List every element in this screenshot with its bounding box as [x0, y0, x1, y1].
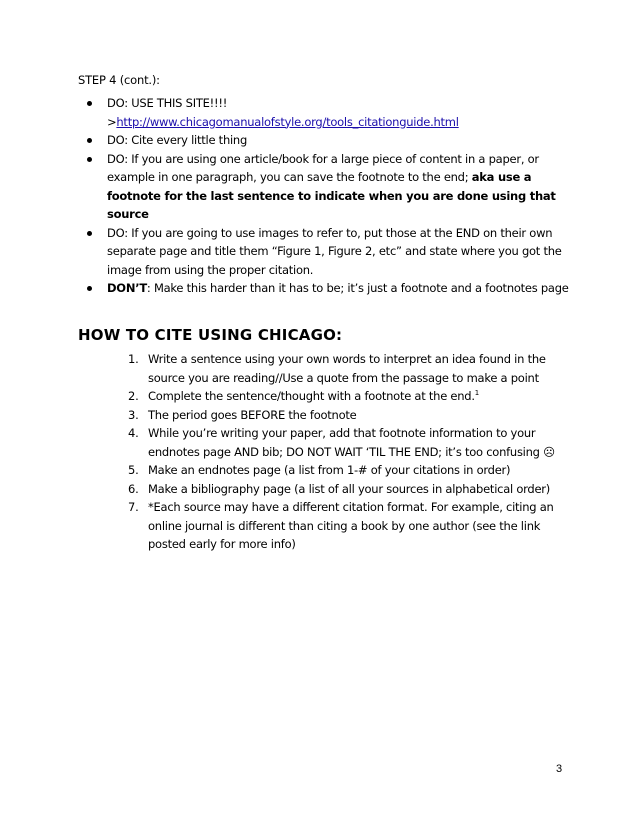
bullet-icon [87, 101, 92, 106]
bullet-icon [87, 138, 92, 143]
step-text: While you’re writing your paper, add that footnote information to your endnotes page AND bib; DO NOT WAIT ‘TIL THE END; it’s too confusing [148, 426, 540, 459]
bullet-text: DO: Cite every little thing [107, 133, 248, 147]
step-text: Make an endnotes page (a list from 1-# of your citations in order) [148, 463, 511, 477]
numbered-list [128, 350, 564, 554]
step-text: The period goes BEFORE the footnote [148, 407, 357, 422]
list-item [78, 224, 578, 280]
step-text: Complete the sentence/thought with a footnote at the end. [148, 389, 475, 403]
list-item [128, 424, 564, 461]
link-prefix: > [107, 114, 117, 129]
list-item [128, 461, 564, 480]
list-item [78, 150, 578, 224]
bullet-icon [87, 286, 92, 291]
step-number: 2. [128, 389, 139, 403]
list-item [128, 350, 564, 387]
bullet-bold-text: aka use a footnote for the last sentence to indicate when you are done using that source [107, 170, 556, 221]
list-item [78, 94, 578, 131]
section-heading: HOW TO CITE USING CHICAGO: [78, 326, 343, 344]
bullet-text: DO: USE THIS SITE!!!! [107, 96, 228, 110]
frown-icon: ☹ [543, 444, 555, 459]
footnote-marker: 1 [474, 389, 479, 398]
bullet-text: DO: If you are going to use images to refer to, put those at the END on their own separate page and title them “Figure 1, Figure 2, etc” and state where you got the image from using the proper citation. [107, 225, 562, 277]
bullet-list [78, 94, 578, 298]
step-number: 5. [128, 463, 139, 477]
bullet-text: DO: If you are using one article/book for a large piece of content in a paper, or example in one paragraph, you can save the footnote to the end; [107, 151, 539, 184]
citation-guide-link[interactable]: http://www.chicagomanualofstyle.org/tools_citationguide.html [116, 114, 459, 129]
step-text: Write a sentence using your own words to interpret an idea found in the source you are reading//Use a quote from the passage to make a point [148, 352, 546, 385]
page-number: 3 [556, 763, 563, 775]
bullet-icon [87, 231, 92, 236]
step-text: *Each source may have a different citation format. For example, citing an online journal is different than citing a book by one author (see the link posted early for more info) [148, 500, 554, 551]
step-number: 7. [128, 500, 139, 514]
list-item [128, 498, 564, 554]
list-item [78, 131, 578, 150]
list-item [128, 387, 564, 406]
step-number: 1. [128, 352, 139, 366]
list-item [128, 480, 564, 499]
list-item [128, 406, 564, 425]
step-text: Make a bibliography page (a list of all your sources in alphabetical order) [148, 481, 551, 496]
step-number: 3. [128, 407, 139, 422]
list-item [78, 279, 578, 298]
bullet-text: : Make this harder than it has to be; it’s just a footnote and a footnotes page [146, 281, 569, 295]
bullet-icon [87, 157, 92, 162]
step-heading: STEP 4 (cont.): [78, 73, 160, 87]
step-number: 6. [128, 481, 139, 496]
step-number: 4. [128, 426, 139, 440]
bullet-bold-text: DON’T [107, 281, 147, 295]
